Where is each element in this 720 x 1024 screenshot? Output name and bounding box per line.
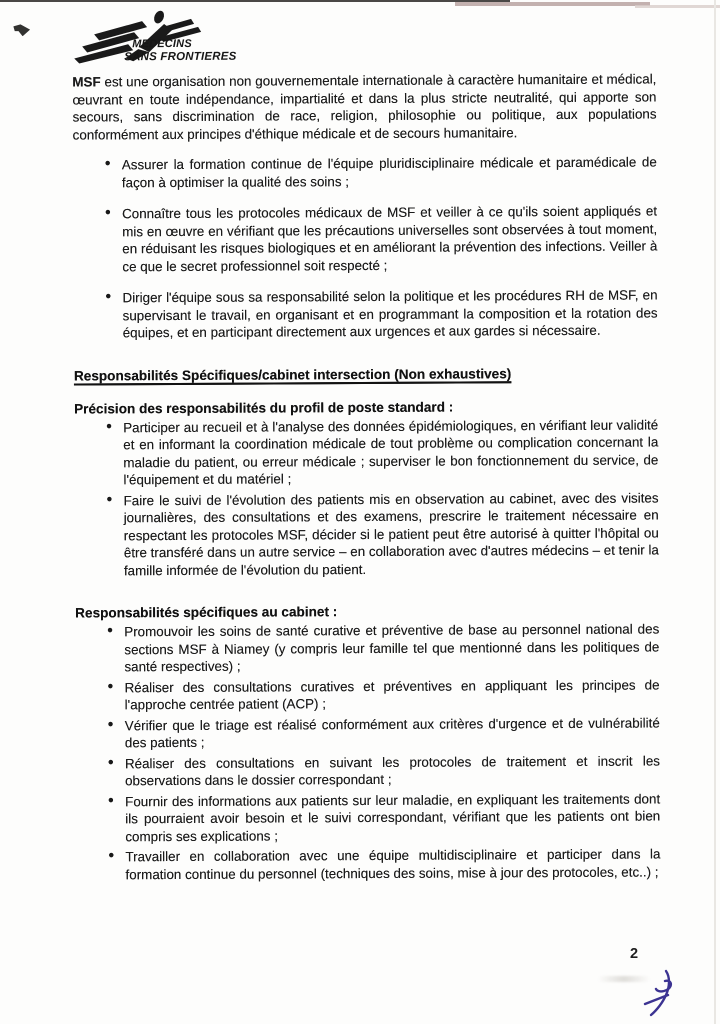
list-item: • Travailler en collaboration avec une équipe multidisciplinaire et participer dans la formation continue du personnel (techniques des soins, mise à jour des protocoles, etc..) ;	[104, 845, 660, 883]
logo-text-line2: SANS FRONTIERES	[124, 50, 237, 64]
list-item: • Faire le suivi de l'évolution des patients mis en observation au cabinet, avec des visites journalières, des consultations et des examens, prescrire le traitement nécessaire en respectant les protocoles MSF, décider si le patient peut être autorisé à quitter l'hôpital ou être transféré dans un autre service – en collaboration avec d'autres médecins – et tenir la famille informée de l'évolution du patient.	[103, 489, 659, 579]
list-item: • Réaliser des consultations curatives et préventives en appliquant les principes de l'approche centrée patient (ACP) ;	[104, 676, 660, 714]
list-item: • Promouvoir les soins de santé curative et préventive de base au personnel national des sections MSF à Niamey (y compris leur famille tel que mentionné dans les politiques de santé respectives) ;	[103, 620, 659, 675]
intro-body-text: est une organisation non gouvernementale internationale à caractère humanitaire et médical, œuvrant en toute indépendance, impartialité et dans la plus stricte neutralité, qui apporte son secours, sans discrimination de race, religion, philosophie ou politique, aux populations conformément aux principes d'éthique médicale et de secours humanitaire.	[72, 71, 657, 143]
cabinet-responsibilities-list	[75, 620, 660, 883]
signature-initials-ink	[640, 968, 680, 1020]
precision-responsibilities-list	[74, 416, 659, 580]
list-item: • Assurer la formation continue de l'équipe pluridisciplinaire médicale et paramédicale de façon à optimiser la qualité des soins ;	[101, 153, 657, 191]
section-heading-specific-responsibilities: Responsabilités Spécifiques/cabinet intersection (Non exhaustives)	[73, 365, 512, 384]
list-item: • Connaître tous les protocoles médicaux de MSF et veiller à ce qu'ils soient appliqués et mis en œuvre en vérifiant que les précautions universelles sont observées à tout moment, en réduisant les risques biologiques et en améliorant la prévention des infections. Veiller à ce que le secret professionnel soit respecté ;	[101, 202, 657, 275]
intro-lead-msf: MSF	[72, 74, 101, 90]
scan-edge-right-line	[714, 0, 716, 1024]
ink-smudge-mark	[12, 22, 31, 37]
section-heading-precision: Précision des responsabilités du profil de poste standard :	[74, 399, 454, 417]
document-content	[72, 6, 661, 883]
list-item: • Fournir des informations aux patients sur leur maladie, en expliquant les traitements dont ils pourraient avoir besoin et le suivi correspondant, vérifiant que les patients ont bien compris ses explications ;	[104, 790, 660, 845]
page-number: 2	[630, 946, 639, 962]
list-item: • Réaliser des consultations en suivant les protocoles de traitement et inscrit les observations dans le dossier correspondant ;	[104, 752, 660, 790]
list-item: • Participer au recueil et à l'analyse des données épidémiologiques, en vérifiant leur validité et en informant la coordination médicale de tout problème ou complication concernant la maladie du patient, ou erreur médicale ; superviser le bon fonctionnement du service, de l'équipement et du matériel ;	[102, 416, 658, 489]
list-item: • Diriger l'équipe sous sa responsabilité selon la politique et les procédures RH de MSF, en supervisant le travail, en organisant et en programmant la composition et la rotation des équipes, et en participant directement aux urgences et aux gardes si nécessaire.	[101, 286, 657, 341]
intro-paragraph	[72, 70, 656, 143]
msf-logo	[72, 9, 244, 64]
msf-running-figure-icon	[72, 9, 244, 64]
scan-edge-artifact-dark	[0, 0, 510, 2]
general-responsibilities-list	[73, 153, 658, 342]
logo-text-line1: MEDECINS	[132, 37, 192, 51]
section-heading-cabinet: Responsabilités spécifiques au cabinet :	[75, 604, 338, 621]
scan-edge-artifact-warm	[455, 2, 650, 6]
list-item: • Vérifier que le triage est réalisé conformément aux critères d'urgence et de vulnérabilité des patients ;	[104, 714, 660, 752]
